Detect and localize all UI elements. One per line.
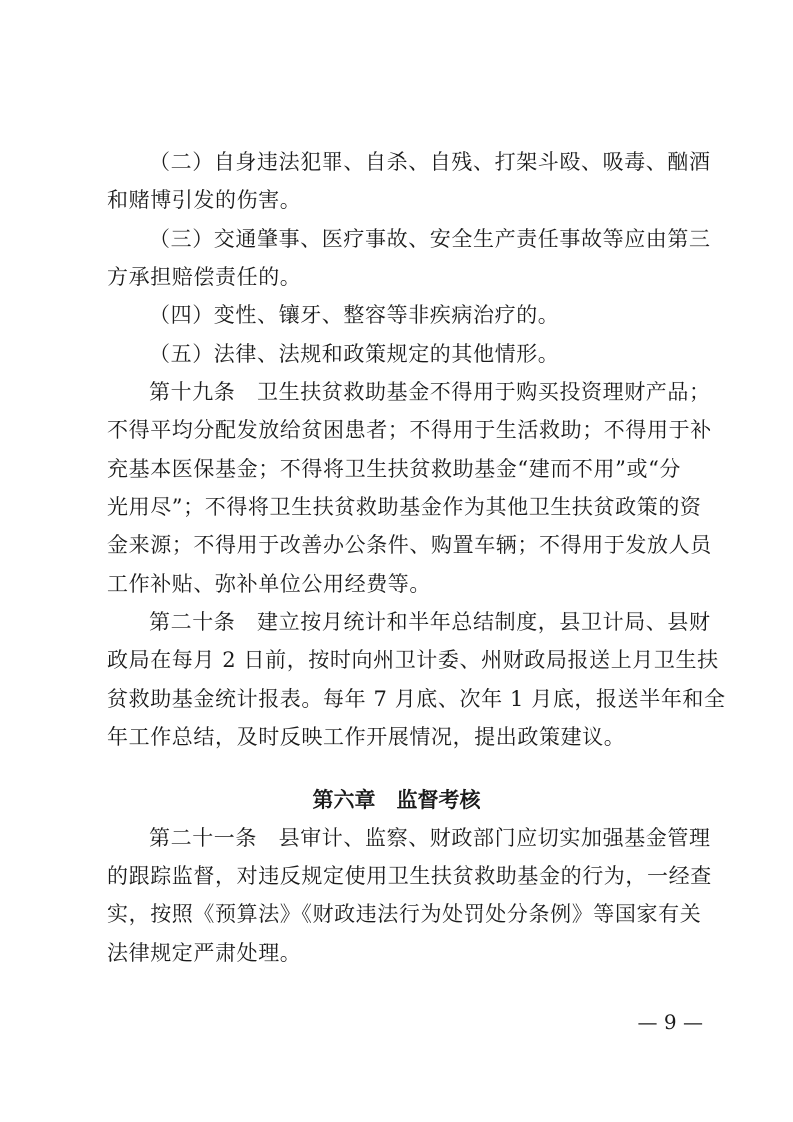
- chapter-heading: 第六章 监督考核: [312, 788, 481, 812]
- article-20-line: 政局在每月 2 日前，按时向州卫计委、州财政局报送上月卫生扶: [107, 648, 719, 672]
- article-19-line: 光用尽”；不得将卫生扶贫救助基金作为其他卫生扶贫政策的资: [107, 495, 702, 519]
- paragraph-line: （三）交通肇事、医疗事故、安全生产责任事故等应由第三: [149, 227, 711, 251]
- article-21-line: 第二十一条 县审计、监察、财政部门应切实加强基金管理: [149, 826, 711, 850]
- article-19-line: 第十九条 卫生扶贫救助基金不得用于购买投资理财产品；: [149, 380, 711, 404]
- article-21-line: 法律规定严肃处理。: [107, 941, 302, 965]
- paragraph-line: （二）自身违法犯罪、自杀、自残、打架斗殴、吸毒、酗酒: [149, 150, 711, 174]
- article-20-line: 贫救助基金统计报表。每年 7 月底、次年 1 月底，报送半年和全: [107, 687, 726, 711]
- article-20-line: 第二十条 建立按月统计和半年总结制度，县卫计局、县财: [149, 610, 711, 634]
- paragraph-line: 和赌博引发的伤害。: [107, 188, 302, 212]
- article-20-line: 年工作总结，及时反映工作开展情况，提出政策建议。: [107, 725, 626, 749]
- article-21-line: 实，按照《预算法》《财政违法行为处罚处分条例》等国家有关: [107, 902, 702, 926]
- article-21-line: 的跟踪监督，对违反规定使用卫生扶贫救助基金的行为，一经查: [107, 864, 712, 888]
- article-19-line: 金来源；不得用于改善办公条件、购置车辆；不得用于发放人员: [107, 533, 712, 557]
- page-number: — 9 —: [637, 1010, 703, 1034]
- paragraph-line: （五）法律、法规和政策规定的其他情形。: [149, 342, 560, 366]
- article-19-line: 工作补贴、弥补单位公用经费等。: [107, 572, 431, 596]
- paragraph-line: 方承担赔偿责任的。: [107, 265, 302, 289]
- article-19-line: 不得平均分配发放给贫困患者；不得用于生活救助；不得用于补: [107, 418, 712, 442]
- paragraph-line: （四）变性、镶牙、整容等非疾病治疗的。: [149, 303, 560, 327]
- article-19-line: 充基本医保基金；不得将卫生扶贫救助基金“建而不用”或“分: [107, 457, 682, 481]
